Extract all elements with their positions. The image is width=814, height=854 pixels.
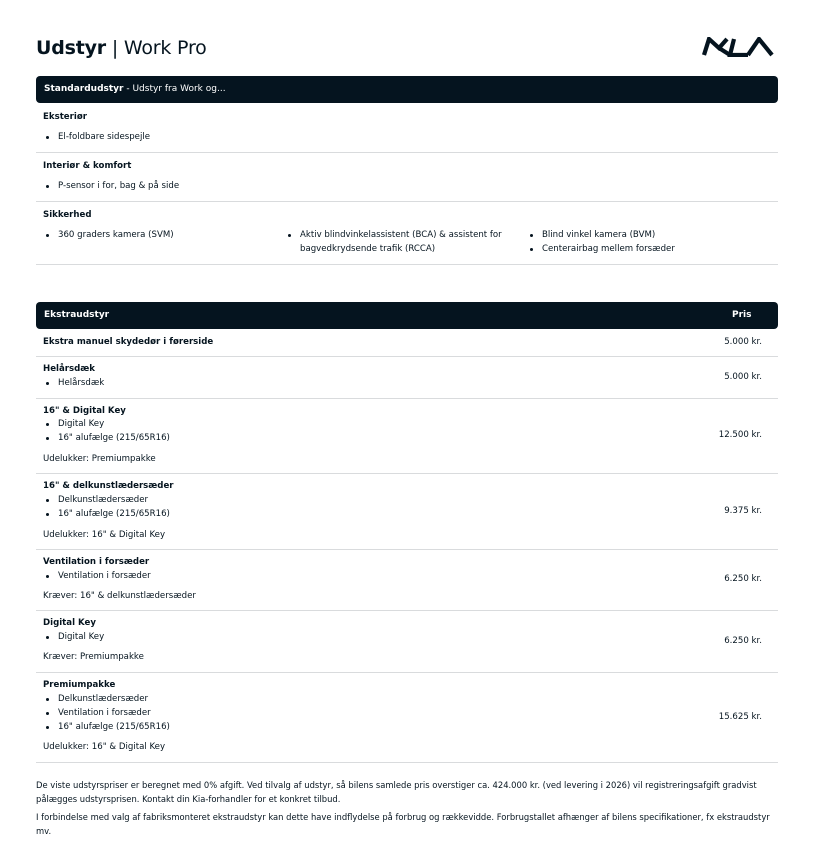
option-name: Digital Key [43,618,96,628]
list-item: Ventilation i forsæder [43,706,170,720]
list-item: Helårsdæk [43,376,104,390]
section-items [43,130,150,144]
list-item: P-sensor i for, bag & på side [43,179,179,193]
option-note: Udelukker: 16" & Digital Key [43,742,166,752]
option-name: 16" & Digital Key [43,406,126,416]
option-name: Premiumpakke [43,680,116,690]
option-items [43,630,104,644]
section-sikkerhed [36,202,778,265]
kia-logo [702,37,778,57]
option-price: 12.500 kr. [718,430,762,440]
footnote-pricing: De viste udstyrspriser er beregnet med 0% afgift. Ved tilvalg af udstyr, så bilens samlede pris overstiger ca. 424.000 kr. (ved levering i 2026) vil registreringsafgift gradvist pålægges udstyrsprisen. Kontakt din Kia-forhandler for et konkret tilbud. [36,780,757,804]
option-name: 16" & delkunstlædersæder [43,481,174,491]
list-item: Aktiv blindvinkelassistent (BCA) & assistent for bagvedkrydsende trafik (RCCA) [285,228,510,256]
section-items-col-2 [285,228,510,256]
option-items [43,569,151,583]
extra-equipment-bar [36,302,778,329]
option-name: Ventilation i forsæder [43,557,150,567]
list-item: 16" alufælge (215/65R16) [43,431,170,445]
section-title: Interiør & komfort [43,161,132,171]
footnote-consumption: I forbindelse med valg af fabriksmonteret ekstraudstyr kan dette have indflydelse på forbrug og rækkevidde. Forbrugstallet afhænger af bilens specifikationer, fx ekstraudstyr mv. [36,812,770,836]
list-item: Delkunstlædersæder [43,493,170,507]
list-item: Digital Key [43,417,170,431]
standard-equipment-bar [36,76,778,103]
option-price: 6.250 kr. [724,636,762,646]
section-title: Eksteriør [43,112,87,122]
option-note: Kræver: 16" & delkunstlædersæder [43,591,196,601]
option-items [43,692,170,734]
page-title-rest: | Work Pro [105,37,207,59]
table-row [36,330,778,357]
list-item: Delkunstlædersæder [43,692,170,706]
option-items [43,417,170,445]
option-price: 9.375 kr. [724,506,762,516]
option-name: Ekstra manuel skydedør i førerside [43,337,214,347]
section-items [43,179,179,193]
option-price: 6.250 kr. [724,574,762,584]
list-item: 360 graders kamera (SVM) [43,228,268,242]
list-item: Digital Key [43,630,104,644]
option-note: Kræver: Premiumpakke [43,652,144,662]
table-row [36,550,778,611]
option-note: Udelukker: Premiumpakke [43,454,156,464]
option-items [43,493,170,521]
option-items [43,376,104,390]
section-items-col-3 [527,228,752,256]
list-item: 16" alufælge (215/65R16) [43,720,170,734]
option-price: 5.000 kr. [724,372,762,382]
standard-bar-rest: - Udstyr fra Work og... [123,84,226,94]
option-price: 5.000 kr. [724,337,762,347]
page-title [36,36,778,60]
list-item: Centerairbag mellem forsæder [527,242,752,256]
table-row [36,611,778,673]
table-row [36,673,778,763]
extra-bar-label: Ekstraudstyr [44,310,110,320]
title-row [36,36,778,62]
list-item: El-foldbare sidespejle [43,130,150,144]
section-eksterior [36,104,778,153]
section-items-col-1 [43,228,268,242]
price-column-header: Pris [732,310,752,320]
table-row [36,474,778,550]
option-name: Helårsdæk [43,364,95,374]
table-row [36,357,778,399]
section-interior [36,153,778,202]
table-row [36,399,778,474]
list-item: 16" alufælge (215/65R16) [43,507,170,521]
section-title: Sikkerhed [43,210,92,220]
option-price: 15.625 kr. [718,712,762,722]
page-title-bold: Udstyr [36,37,106,59]
list-item: Blind vinkel kamera (BVM) [527,228,752,242]
standard-bar-bold: Standardudstyr [44,84,124,94]
list-item: Ventilation i forsæder [43,569,151,583]
option-note: Udelukker: 16" & Digital Key [43,530,166,540]
